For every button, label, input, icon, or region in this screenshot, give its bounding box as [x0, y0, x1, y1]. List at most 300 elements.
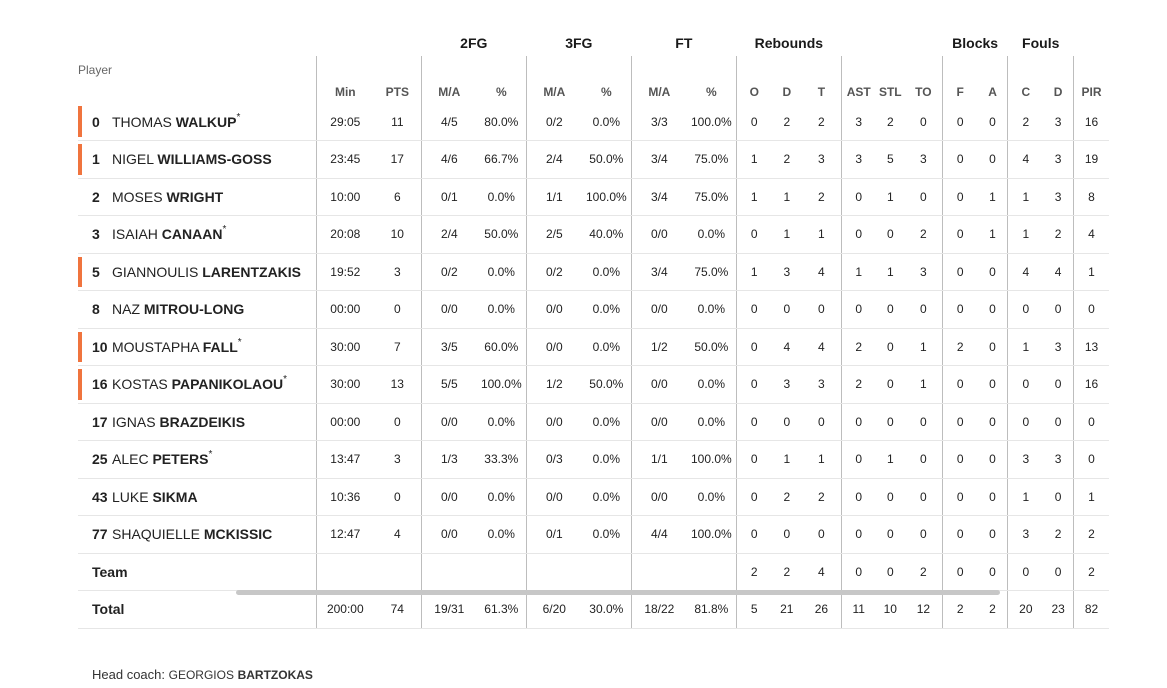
header-2fg-ma[interactable]: M/A: [421, 56, 477, 103]
cell-t: 26: [802, 591, 841, 629]
cell-bf: 0: [942, 553, 977, 591]
player-number: 10: [92, 338, 108, 355]
cell-ba: 0: [978, 328, 1008, 366]
cell-fg2p: 100.0%: [477, 366, 526, 404]
cell-ba: 0: [978, 291, 1008, 329]
cell-ast: 0: [841, 516, 875, 554]
cell-stl: 10: [876, 591, 905, 629]
cell-ast: 0: [841, 178, 875, 216]
player-cell[interactable]: [78, 441, 316, 479]
cell-fg2: 19/31: [421, 591, 477, 629]
cell-fg2p: [477, 553, 526, 591]
cell-fg2p: 50.0%: [477, 216, 526, 254]
cell-ftp: 0.0%: [687, 216, 736, 254]
cell-fg3p: 40.0%: [582, 216, 631, 254]
cell-ast: 0: [841, 441, 875, 479]
cell-min: 30:00: [316, 328, 374, 366]
cell-fd: 0: [1043, 478, 1073, 516]
cell-pir: 16: [1074, 103, 1109, 141]
player-number: 25: [92, 451, 108, 468]
cell-ast: 0: [841, 553, 875, 591]
cell-ftp: 0.0%: [687, 478, 736, 516]
cell-o: 1: [736, 141, 771, 179]
header-pts[interactable]: PTS: [385, 85, 409, 99]
cell-pir: 8: [1074, 178, 1109, 216]
cell-pts: 0: [374, 478, 421, 516]
cell-bf: 0: [942, 141, 977, 179]
cell-stl: 0: [876, 366, 905, 404]
cell-d: 0: [772, 291, 802, 329]
cell-fc: 1: [1008, 478, 1043, 516]
cell-ba: 0: [978, 478, 1008, 516]
cell-d: 2: [772, 141, 802, 179]
player-first-name: ISAIAH: [112, 226, 158, 243]
cell-fg2: 5/5: [421, 366, 477, 404]
player-first-name: THOMAS: [112, 113, 172, 130]
cell-fg3: 2/4: [526, 141, 582, 179]
cell-min: 23:45: [316, 141, 374, 179]
cell-bf: 0: [942, 253, 977, 291]
cell-fg3p: 0.0%: [582, 103, 631, 141]
cell-to: 0: [905, 178, 942, 216]
cell-ft: 0/0: [631, 216, 687, 254]
group-header-row: [78, 30, 1109, 56]
cell-o: 0: [736, 291, 771, 329]
cell-d: 1: [772, 441, 802, 479]
cell-stl: 2: [876, 103, 905, 141]
cell-fg3p: 30.0%: [582, 591, 631, 629]
cell-to: 0: [905, 441, 942, 479]
cell-d: 2: [772, 553, 802, 591]
cell-fg3: 1/2: [526, 366, 582, 404]
head-coach-last-name: BARTZOKAS: [237, 668, 313, 682]
cell-o: 5: [736, 591, 771, 629]
cell-fg2: 0/0: [421, 403, 477, 441]
cell-ba: 0: [978, 103, 1008, 141]
cell-ba: 1: [978, 216, 1008, 254]
player-last-name: LARENTZAKIS: [202, 263, 302, 280]
cell-t: 4: [802, 253, 841, 291]
cell-to: 0: [905, 403, 942, 441]
cell-min: 10:00: [316, 178, 374, 216]
cell-to: 0: [905, 516, 942, 554]
cell-pts: 6: [374, 178, 421, 216]
cell-fg2p: 0.0%: [477, 291, 526, 329]
box-score: [78, 30, 1109, 629]
player-asterisk: *: [208, 449, 213, 461]
player-number: 43: [92, 488, 108, 505]
cell-fg2: 4/5: [421, 103, 477, 141]
cell-ft: 3/4: [631, 178, 687, 216]
cell-o: 0: [736, 366, 771, 404]
player-cell[interactable]: [78, 253, 316, 291]
cell-fd: 0: [1043, 366, 1073, 404]
cell-ft: 0/0: [631, 291, 687, 329]
cell-o: 2: [736, 553, 771, 591]
cell-ba: 1: [978, 178, 1008, 216]
player-first-name: GIANNOULIS: [112, 263, 199, 280]
cell-fc: 1: [1008, 328, 1043, 366]
cell-bf: 0: [942, 478, 977, 516]
cell-to: 0: [905, 478, 942, 516]
cell-min: 29:05: [316, 103, 374, 141]
cell-pir: 2: [1074, 553, 1109, 591]
player-row[interactable]: [78, 216, 1109, 254]
cell-t: 0: [802, 403, 841, 441]
head-coach-label: Head coach:: [92, 667, 165, 682]
cell-fg3: 2/5: [526, 216, 582, 254]
group-blocks: Blocks: [952, 35, 999, 51]
cell-ba: 0: [978, 441, 1008, 479]
player-row[interactable]: [78, 328, 1109, 366]
cell-stl: 0: [876, 216, 905, 254]
cell-stl: 0: [876, 478, 905, 516]
header-reb-d[interactable]: D: [782, 85, 792, 99]
cell-bf: 0: [942, 216, 977, 254]
player-row[interactable]: [78, 178, 1109, 216]
team-row: [78, 553, 1109, 591]
cell-ftp: 75.0%: [687, 178, 736, 216]
player-cell[interactable]: [78, 516, 316, 554]
team-label: Team: [78, 553, 316, 591]
cell-ftp: 81.8%: [687, 591, 736, 629]
cell-ft: 3/4: [631, 141, 687, 179]
cell-to: 3: [905, 141, 942, 179]
cell-bf: 0: [942, 516, 977, 554]
cell-fg3: 0/0: [526, 328, 582, 366]
cell-fg3p: 0.0%: [582, 328, 631, 366]
cell-bf: 2: [942, 328, 977, 366]
header-fouls-d[interactable]: D: [1053, 85, 1063, 99]
cell-to: 2: [905, 553, 942, 591]
cell-fg3p: 0.0%: [582, 291, 631, 329]
player-number: 1: [92, 151, 100, 168]
cell-fg3: 0/0: [526, 478, 582, 516]
cell-to: 1: [905, 328, 942, 366]
player-last-name: MCKISSIC: [203, 526, 273, 543]
player-first-name: SHAQUIELLE: [112, 526, 200, 543]
starter-marker: [78, 106, 82, 137]
player-first-name: LUKE: [112, 488, 149, 505]
cell-ba: 0: [978, 366, 1008, 404]
total-row: [78, 591, 1109, 629]
cell-fg2: 0/0: [421, 291, 477, 329]
header-blk-a[interactable]: A: [988, 85, 997, 99]
player-last-name: SIKMA: [152, 488, 198, 505]
header-3fg-ma[interactable]: M/A: [526, 56, 582, 103]
player-row[interactable]: [78, 516, 1109, 554]
cell-ft: 0/0: [631, 478, 687, 516]
player-last-name: FALL: [202, 338, 238, 355]
player-row[interactable]: [78, 253, 1109, 291]
cell-fg3: 1/1: [526, 178, 582, 216]
total-label: Total: [78, 591, 316, 629]
cell-min: 19:52: [316, 253, 374, 291]
starter-marker: [78, 257, 82, 288]
cell-ast: 11: [841, 591, 875, 629]
cell-fd: 23: [1043, 591, 1073, 629]
cell-fg3: 6/20: [526, 591, 582, 629]
player-cell[interactable]: [78, 216, 316, 254]
cell-fg2: 4/6: [421, 141, 477, 179]
player-row[interactable]: [78, 141, 1109, 179]
cell-fg2: [421, 553, 477, 591]
header-3fg-pct[interactable]: %: [600, 85, 612, 99]
cell-ast: 3: [841, 141, 875, 179]
player-last-name: WRIGHT: [166, 188, 224, 205]
player-first-name: IGNAS: [112, 413, 156, 430]
cell-o: 1: [736, 253, 771, 291]
group-ft: FT: [675, 35, 693, 51]
cell-pir: 0: [1074, 441, 1109, 479]
player-number: 2: [92, 188, 100, 205]
player-first-name: KOSTAS: [112, 376, 168, 393]
header-blk-f[interactable]: F: [942, 56, 977, 103]
cell-to: 1: [905, 366, 942, 404]
head-coach: [92, 667, 313, 682]
cell-fd: 4: [1043, 253, 1073, 291]
cell-to: 0: [905, 291, 942, 329]
player-number: 17: [92, 413, 108, 430]
cell-fd: 0: [1043, 553, 1073, 591]
cell-stl: 1: [876, 178, 905, 216]
horizontal-scrollbar[interactable]: [236, 590, 1000, 595]
header-to[interactable]: TO: [915, 85, 932, 99]
cell-fc: 4: [1008, 141, 1043, 179]
player-cell[interactable]: [78, 403, 316, 441]
cell-d: 4: [772, 328, 802, 366]
cell-pts: 4: [374, 516, 421, 554]
cell-pir: 2: [1074, 516, 1109, 554]
cell-t: 2: [802, 103, 841, 141]
cell-d: 3: [772, 253, 802, 291]
cell-ast: 2: [841, 366, 875, 404]
header-reb-t[interactable]: T: [817, 85, 826, 99]
cell-to: 3: [905, 253, 942, 291]
cell-min: 20:08: [316, 216, 374, 254]
cell-min: 13:47: [316, 441, 374, 479]
player-number: 16: [92, 376, 108, 393]
cell-t: 3: [802, 366, 841, 404]
cell-ba: 0: [978, 516, 1008, 554]
header-reb-o[interactable]: O: [736, 56, 771, 103]
header-2fg-pct[interactable]: %: [495, 85, 507, 99]
cell-fg3p: 0.0%: [582, 441, 631, 479]
cell-fd: 2: [1043, 516, 1073, 554]
cell-d: 0: [772, 403, 802, 441]
cell-fg2: 0/0: [421, 478, 477, 516]
cell-min: 10:36: [316, 478, 374, 516]
cell-pts: 3: [374, 441, 421, 479]
player-last-name: CANAAN: [161, 226, 223, 243]
cell-ft: 1/1: [631, 441, 687, 479]
cell-ftp: 100.0%: [687, 516, 736, 554]
cell-t: 2: [802, 178, 841, 216]
player-last-name: PETERS: [152, 451, 209, 468]
cell-fg2p: 33.3%: [477, 441, 526, 479]
player-row[interactable]: [78, 478, 1109, 516]
cell-bf: 0: [942, 103, 977, 141]
cell-fc: 1: [1008, 178, 1043, 216]
cell-fc: 0: [1008, 366, 1043, 404]
cell-to: 2: [905, 216, 942, 254]
player-cell[interactable]: [78, 291, 316, 329]
starter-marker: [78, 369, 82, 400]
cell-t: 3: [802, 141, 841, 179]
cell-stl: 0: [876, 516, 905, 554]
cell-fg2: 2/4: [421, 216, 477, 254]
cell-pir: 82: [1074, 591, 1109, 629]
cell-ftp: 100.0%: [687, 441, 736, 479]
cell-fg2: 0/1: [421, 178, 477, 216]
cell-pts: 0: [374, 291, 421, 329]
column-header-row: [78, 56, 1109, 103]
cell-fg2p: 0.0%: [477, 403, 526, 441]
player-last-name: PAPANIKOLAOU: [171, 376, 284, 393]
header-pir[interactable]: PIR: [1074, 56, 1109, 103]
cell-fg2: 1/3: [421, 441, 477, 479]
cell-t: 4: [802, 553, 841, 591]
cell-fg3p: 50.0%: [582, 366, 631, 404]
player-cell[interactable]: [78, 178, 316, 216]
cell-ast: 0: [841, 291, 875, 329]
player-row[interactable]: [78, 103, 1109, 141]
player-row[interactable]: [78, 366, 1109, 404]
player-row[interactable]: [78, 441, 1109, 479]
cell-d: 1: [772, 216, 802, 254]
cell-fg2p: 0.0%: [477, 253, 526, 291]
cell-min: 30:00: [316, 366, 374, 404]
cell-o: 0: [736, 441, 771, 479]
cell-ft: 0/0: [631, 366, 687, 404]
player-row[interactable]: [78, 291, 1109, 329]
cell-d: 3: [772, 366, 802, 404]
player-first-name: MOUSTAPHA: [112, 338, 199, 355]
cell-fg3p: 50.0%: [582, 141, 631, 179]
cell-pts: 0: [374, 403, 421, 441]
cell-min: [316, 553, 374, 591]
cell-o: 0: [736, 478, 771, 516]
cell-fd: 0: [1043, 403, 1073, 441]
header-player[interactable]: Player: [78, 63, 113, 77]
cell-pts: 11: [374, 103, 421, 141]
player-cell[interactable]: [78, 141, 316, 179]
header-ast[interactable]: AST: [841, 56, 875, 103]
header-stl[interactable]: STL: [878, 85, 902, 99]
cell-ftp: 0.0%: [687, 366, 736, 404]
player-first-name: ALEC: [112, 451, 149, 468]
cell-fd: 0: [1043, 291, 1073, 329]
player-last-name: MITROU-LONG: [143, 301, 245, 318]
cell-pts: 74: [374, 591, 421, 629]
cell-t: 4: [802, 328, 841, 366]
cell-stl: 0: [876, 553, 905, 591]
player-cell[interactable]: [78, 103, 316, 141]
cell-ba: 2: [978, 591, 1008, 629]
cell-o: 0: [736, 516, 771, 554]
cell-fc: 2: [1008, 103, 1043, 141]
cell-d: 0: [772, 516, 802, 554]
cell-fg3p: 0.0%: [582, 478, 631, 516]
cell-ftp: 100.0%: [687, 103, 736, 141]
cell-bf: 0: [942, 178, 977, 216]
group-fouls: Fouls: [1022, 35, 1060, 51]
header-ft-ma[interactable]: M/A: [631, 56, 687, 103]
cell-ast: 3: [841, 103, 875, 141]
player-row[interactable]: [78, 403, 1109, 441]
cell-ast: 0: [841, 216, 875, 254]
player-first-name: MOSES: [112, 188, 163, 205]
player-cell[interactable]: [78, 478, 316, 516]
cell-pir: 19: [1074, 141, 1109, 179]
starter-marker: [78, 144, 82, 175]
player-asterisk: *: [283, 374, 288, 386]
cell-pts: 13: [374, 366, 421, 404]
cell-ast: 1: [841, 253, 875, 291]
cell-to: 0: [905, 103, 942, 141]
cell-to: 12: [905, 591, 942, 629]
cell-fg3: 0/0: [526, 403, 582, 441]
cell-pir: 0: [1074, 403, 1109, 441]
head-coach-first-name: GEORGIOS: [168, 668, 234, 682]
cell-fc: 4: [1008, 253, 1043, 291]
player-first-name: NAZ: [112, 301, 140, 318]
group-rebounds: Rebounds: [754, 35, 824, 51]
cell-fg3: 0/0: [526, 291, 582, 329]
cell-ast: 2: [841, 328, 875, 366]
cell-min: 12:47: [316, 516, 374, 554]
header-fouls-c[interactable]: C: [1008, 56, 1043, 103]
cell-fc: 3: [1008, 441, 1043, 479]
player-number: 0: [92, 113, 100, 130]
cell-min: 00:00: [316, 291, 374, 329]
player-first-name: NIGEL: [112, 151, 154, 168]
cell-stl: 5: [876, 141, 905, 179]
cell-fg2p: 60.0%: [477, 328, 526, 366]
cell-fg3: 0/2: [526, 103, 582, 141]
cell-fg2p: 66.7%: [477, 141, 526, 179]
cell-fg2p: 0.0%: [477, 178, 526, 216]
cell-fd: 3: [1043, 141, 1073, 179]
cell-fg3: [526, 553, 582, 591]
cell-fd: 3: [1043, 441, 1073, 479]
player-asterisk: *: [237, 336, 242, 348]
cell-d: 2: [772, 103, 802, 141]
cell-fc: 0: [1008, 291, 1043, 329]
cell-pts: 10: [374, 216, 421, 254]
cell-ft: 1/2: [631, 328, 687, 366]
cell-fg2p: 61.3%: [477, 591, 526, 629]
cell-fc: 0: [1008, 553, 1043, 591]
cell-fc: 20: [1008, 591, 1043, 629]
cell-t: 0: [802, 291, 841, 329]
player-cell[interactable]: [78, 328, 316, 366]
cell-ftp: 75.0%: [687, 253, 736, 291]
cell-fd: 3: [1043, 178, 1073, 216]
cell-stl: 0: [876, 291, 905, 329]
cell-d: 1: [772, 178, 802, 216]
cell-t: 1: [802, 216, 841, 254]
cell-stl: 1: [876, 253, 905, 291]
cell-fg2: 3/5: [421, 328, 477, 366]
cell-stl: 0: [876, 328, 905, 366]
player-number: 3: [92, 226, 100, 243]
player-asterisk: *: [222, 224, 227, 236]
player-cell[interactable]: [78, 366, 316, 404]
header-ft-pct[interactable]: %: [706, 85, 717, 99]
cell-pts: 3: [374, 253, 421, 291]
header-min[interactable]: Min: [316, 56, 374, 103]
